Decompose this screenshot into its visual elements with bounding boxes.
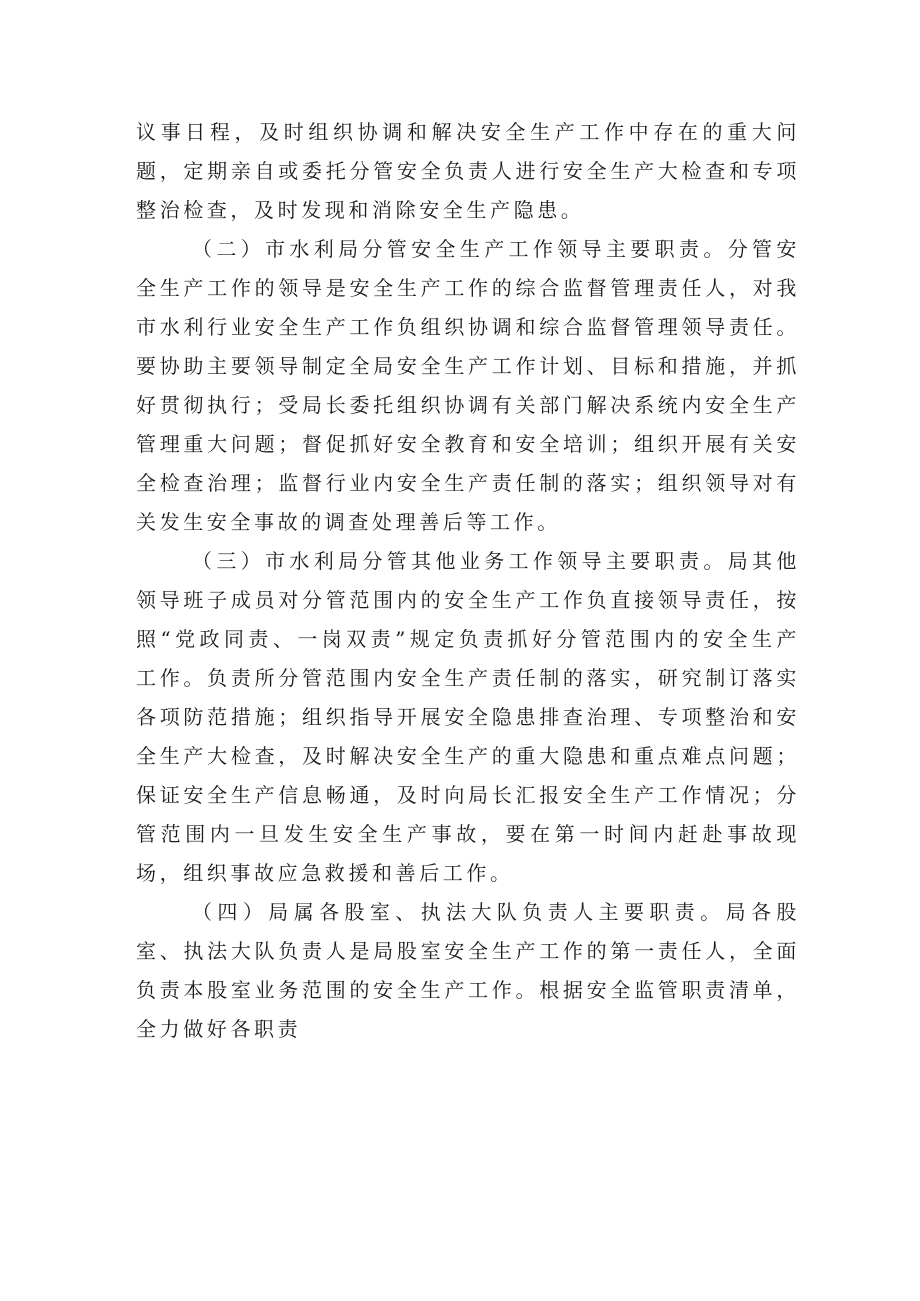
paragraph-section-3: （三）市水利局分管其他业务工作领导主要职责。局其他领导班子成员对分管范围内的安全生产工作负直接领导责任，按照“党政同责、一岗双责”规定负责抓好分管范围内的安全生产工作。负责所分管范围内安全生产责任制的落实，研究制订落实各项防范措施；组织指导开展安全隐患排查治理、专项整治和安全生产大检查，及时解决安全生产的重大隐患和重点难点问题；保证安全生产信息畅通，及时向局长汇报安全生产工作情况；分管范围内一旦发生安全生产事故，要在第一时间内赶赴事故现场，组织事故应急救援和善后工作。 [136, 549, 800, 885]
paragraph-section-4: （四）局属各股室、执法大队负责人主要职责。局各股室、执法大队负责人是局股室安全生产工作的第一责任人，全面负责本股室业务范围的安全生产工作。根据安全监管职责清单，全力做好各职责 [136, 900, 800, 1041]
paragraph-section-2: （二）市水利局分管安全生产工作领导主要职责。分管安全生产工作的领导是安全生产工作的综合监督管理责任人，对我市水利行业安全生产工作负组织协调和综合监督管理领导责任。要协助主要领导制定全局安全生产工作计划、目标和措施，并抓好贯彻执行；受局长委托组织协调有关部门解决系统内安全生产管理重大问题；督促抓好安全教育和安全培训；组织开展有关安全检查治理；监督行业内安全生产责任制的落实；组织领导对有关发生安全事故的调查处理善后等工作。 [136, 237, 800, 534]
document-body [136, 113, 800, 1049]
paragraph-continuation: 议事日程，及时组织协调和解决安全生产工作中存在的重大问题，定期亲自或委托分管安全负责人进行安全生产大检查和专项整治检查，及时发现和消除安全生产隐患。 [136, 120, 800, 222]
